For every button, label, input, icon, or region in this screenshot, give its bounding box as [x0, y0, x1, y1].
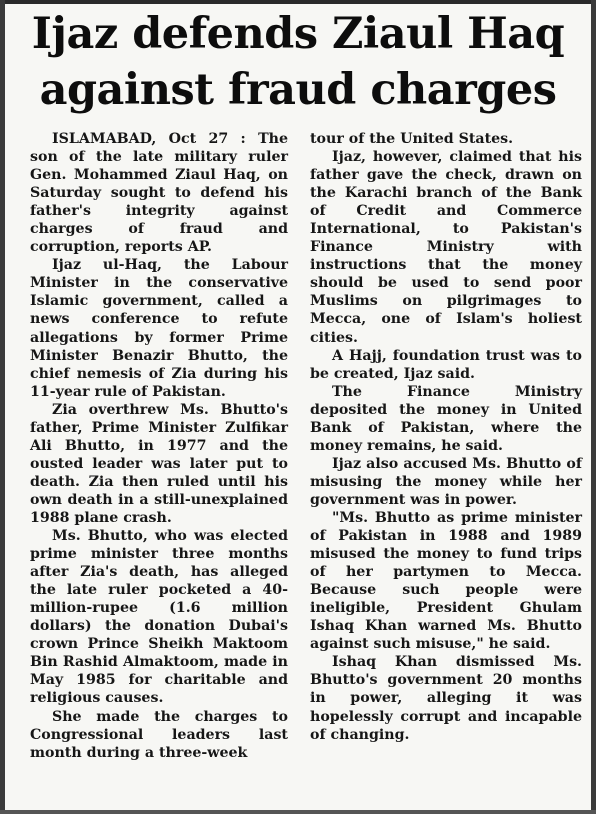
paragraph-8: The Finance Ministry deposited the money in United Bank of Pakistan, where the money remains, he said.	[310, 383, 582, 454]
clipping-bottom-edge	[0, 810, 596, 814]
paragraph-9: Ijaz also accused Ms. Bhutto of misusing the money while her government was in power.	[310, 455, 582, 508]
paragraph-1-text: The son of the late military ruler Gen. Mohammed Ziaul Haq, on Saturday sought to defend his father's integrity against charges of fraud and corruption, reports AP.	[30, 131, 288, 256]
article-column-right	[310, 130, 582, 744]
paragraph-11: Ishaq Khan dismissed Ms. Bhutto's government 20 months in power, alleging it was hopelessly corrupt and incapable of changing.	[310, 654, 582, 743]
paragraph-10: "Ms. Bhutto as prime minister of Pakistan in 1988 and 1989 misused the money to fund trips of her partymen to Mecca. Because such people were ineligible, President Ghulam Ishaq Khan warned Ms. Bhutto against such misuse," he said.	[310, 509, 582, 653]
clipping-top-edge	[0, 0, 596, 4]
paragraph-7: A Hajj, foundation trust was to be created, Ijaz said.	[310, 347, 582, 382]
dateline: ISLAMABAD, Oct 27 :	[52, 131, 246, 147]
paragraph-1	[30, 130, 288, 256]
paragraph-3: Zia overthrew Ms. Bhutto's father, Prime Minister Zulfikar Ali Bhutto, in 1977 and the ousted leader was later put to death. Zia then ruled until his own death in a still-unexplained 1988 plane crash.	[30, 401, 288, 526]
paragraph-2: Ijaz ul-Haq, the Labour Minister in the conservative Islamic government, called a news conference to refute allegations by former Prime Minister Benazir Bhutto, the chief nemesis of Zia during his 11-year rule of Pakistan.	[30, 257, 288, 400]
article-column-left	[30, 130, 288, 762]
headline-line-2: against fraud charges	[39, 65, 557, 115]
clipping-right-edge	[591, 0, 596, 814]
paragraph-4: Ms. Bhutto, who was elected prime minister three months after Zia's death, has alleged the late ruler pocketed a 40-million-rupee (1.6 million dollars) the donation Dubai's crown Prince Sheikh Maktoom Bin Rashid Almaktoom, made in May 1985 for charitable and religious causes.	[30, 528, 288, 707]
paragraph-5: She made the charges to Congressional leaders last month during a three-week	[30, 708, 288, 761]
headline-line-1: Ijaz defends Ziaul Haq	[31, 9, 565, 59]
paragraph-6: Ijaz, however, claimed that his father gave the check, drawn on the Karachi branch of the Bank of Credit and Commerce International, to Pakistan's Finance Ministry with instructions that the money should be used to send poor Muslims on pilgrimages to Mecca, one of Islam's holiest cities.	[310, 149, 582, 346]
clipping-left-edge	[0, 0, 5, 814]
paragraph-5-continued: tour of the United States.	[310, 131, 514, 147]
headline	[8, 6, 588, 118]
